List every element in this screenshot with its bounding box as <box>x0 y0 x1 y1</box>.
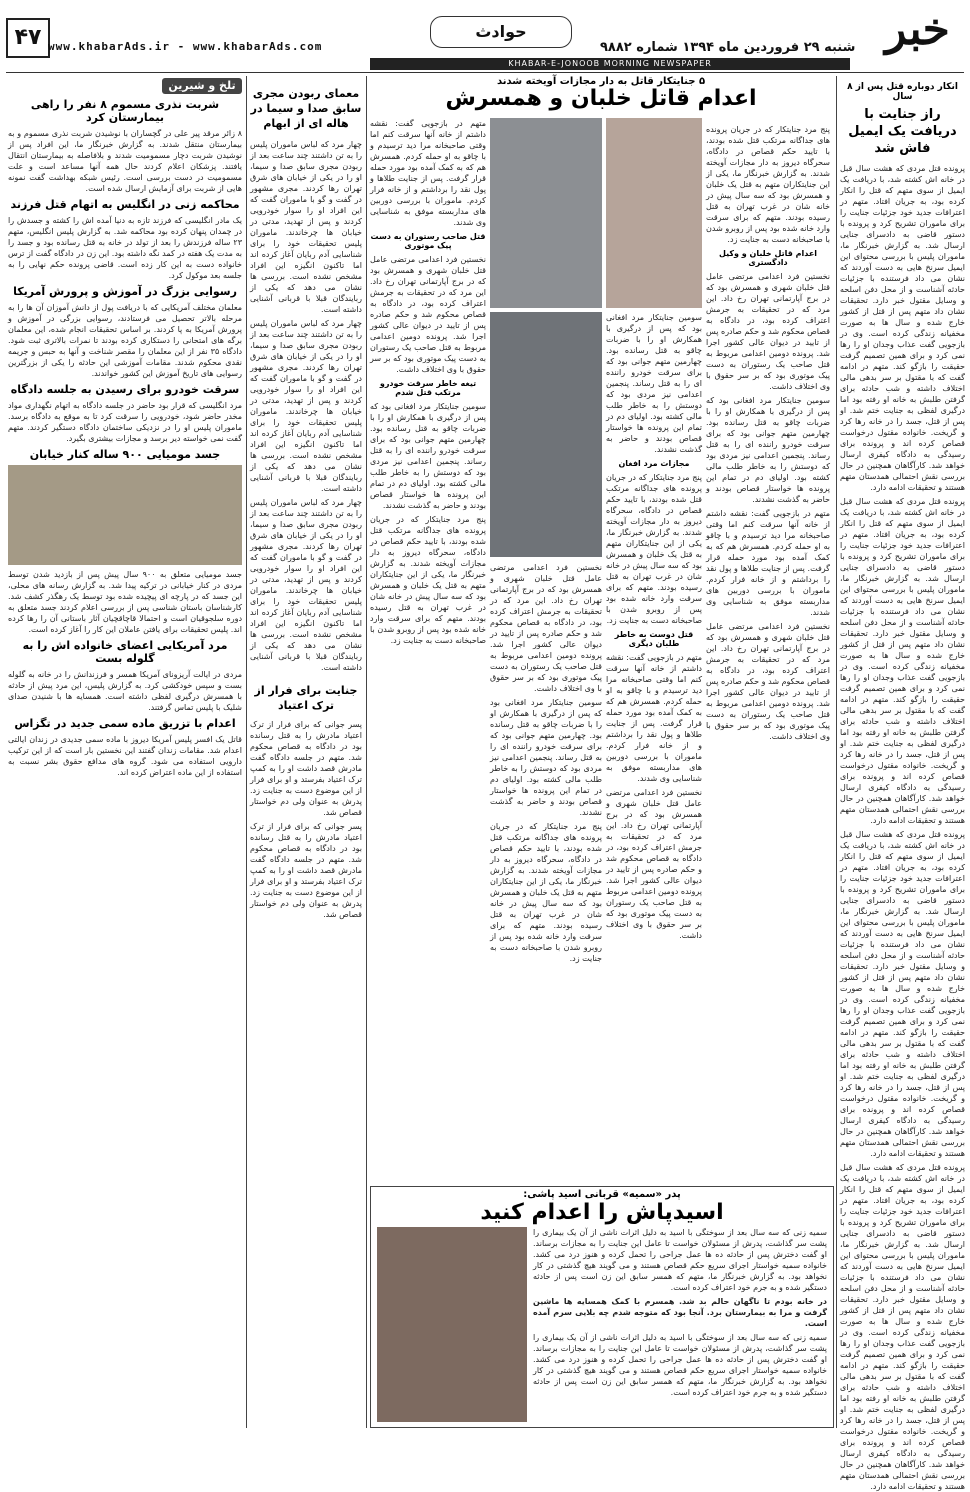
main-body-10: نخستین فرد اعدامی مرتضی عامل قتل خلبان شهری و همسرش بود که در برج آپارتمانی تهران رخ داد. این مرد که در تحقیقات به جرمش اعتراف کرده بود، در دادگاه به قصاص محکوم شد و حکم صادره پس از تایید در دیوان عالی کشور اجرا شد. پرونده دومین اعدامی مربوط به قتل صاحب یک رستوران به دست پیک موتوری بود که بر سر حقوق با وی اختلاف داشت. <box>490 563 602 693</box>
main-body-4: متهم در بازجویی گفت: نقشه داشتم از خانه آنها سرقت کنم اما وقتی صاحبخانه مرا دید ترسیدم و با چاقو به او حمله کردم. همسرش هم که به کمک آمده بود مورد حمله قرار گرفت. پس از جنایت طلاها و پول نقد را برداشتم و از خانه فرار کردم. ماموران با بررسی دوربین های مداربسته موفق به شناسایی وی شدند. <box>706 509 830 617</box>
main-body-14: نخستین فرد اعدامی مرتضی عامل قتل خلبان شهری و همسرش بود که در برج آپارتمانی تهران رخ داد. این مرد که در تحقیقات به جرمش اعتراف کرده بود، در دادگاه به قصاص محکوم شد و حکم صادره پس از تایید در دیوان عالی کشور اجرا شد. پرونده دومین اعدامی مربوط به قتل صاحب یک رستوران به دست پیک موتوری بود که بر سر حقوق با وی اختلاف داشت. <box>370 255 486 374</box>
main-body-2: نخستین فرد اعدامی مرتضی عامل قتل خلبان شهری و همسرش بود که در برج آپارتمانی تهران رخ داد. این مرد که در تحقیقات به جرمش اعتراف کرده بود، در دادگاه به قصاص محکوم شد و حکم صادره پس از تایید در دیوان عالی کشور اجرا شد. پرونده دومین اعدامی مربوط به قتل صاحب یک رستوران به دست پیک موتوری بود که بر سر حقوق با وی اختلاف داشت. <box>706 272 830 391</box>
subhead-afghan: مجازات مرد افغان <box>618 459 690 468</box>
main-body-16: پنج مرد جنایتکار که در جریان پرونده های جداگانه مرتکب قتل شده بودند، با تایید حکم قصاص در دادگاه، سحرگاه دیروز به دار مجازات آویخته شدند. به گزارش خبرنگار ما، یکی از این جنایتکاران متهم به قتل یک خلبان و همسرش بود که سه سال پیش در خانه شان در غرب تهران به قتل رسیده بودند. متهم که برای سرقت وارد خانه شده بود پس از روبرو شدن با صاحبخانه دست به جنایت زد. <box>370 515 486 645</box>
main-body-15: سومین جنایتکار مرد افغانی بود که پس از درگیری با همکارش او را با ضربات چاقو به قتل رسانده بود. چهارمین متهم جوانی بود که برای سرقت خودرو راننده ای را به قتل رساند. پنجمین اعدامی نیز مردی بود که دوستش را به خاطر طلب مالی کشته بود. اولیای دم در تمام این پرونده ها خواستار قصاص بودند و حاضر به گذشت نشدند. <box>370 402 486 510</box>
brief-title: رسوایی بزرگ در آموزش و پرورش آمریکا <box>13 285 237 298</box>
column-four <box>250 78 362 1428</box>
acid-body <box>533 1227 827 1422</box>
article-title: راز جنایت با دریافت یک ایمیل فاش شد <box>848 107 957 156</box>
main-story-col-1 <box>706 124 830 1184</box>
main-body-11: سومین جنایتکار مرد افغانی بود که پس از درگیری با همکارش او را با ضربات چاقو به قتل رسانده بود. چهارمین متهم جوانی بود که برای سرقت خودرو راننده ای را به قتل رساند. پنجمین اعدامی نیز مردی بود که دوستش را به خاطر طلب مالی کشته بود. اولیای دم در تمام این پرونده ها خواستار قصاص بودند و حاضر به گذشت نشدند. <box>490 698 602 817</box>
main-story-col-4 <box>370 118 486 1182</box>
subhead-friend: قتل دوست به خاطر طلبان دیگری <box>614 630 694 648</box>
left-column-briefs <box>8 78 242 1428</box>
acid-headline: اسیدپاش را اعدام کنید <box>480 1200 724 1225</box>
section-title: حوادث <box>430 16 572 48</box>
newspaper-logo: خبر <box>885 4 950 55</box>
brief-body: ۸ زائر مرقد پیر علی در گچساران با نوشیدن شربت نذری مسموم و به بیمارستان منتقل شدند. به گزارش خبرنگار ما، این افراد پس از نوشیدن شربت دچار مسمومیت شدند و بلافاصله به بیمارستان انتقال یافتند. پزشکان اعلام کردند حال همه آنها مساعد است و علت مسمومیت در دست بررسی است. رئیس شبکه بهداشت گفت نمونه هایی از شربت برای آزمایش ارسال شده است. <box>8 129 242 193</box>
abduction-title: معمای ربودن مجری سابق صدا و سیما در هاله ای از ابهام <box>250 87 362 130</box>
page-number: ۴۷ <box>6 18 50 58</box>
brief-body: معلمان مختلف آمریکایی که با دریافت پول از دانش آموزان آن ها را به مرحله بالاتر تحصیل می فرستادند، رسوایی بزرگی در آموزش و پرورش آمریکا به پا کردند. بر اساس تحقیقات انجام شده، این معلمان برگه های امتحانی را دستکاری کرده بودند تا نمرات بالاتری ثبت شود. دادگاه ۳۵ نفر از این معلمان را مقصر شناخت و آنها به حبس و جریمه نقدی محکوم شدند. مقامات آموزشی این حادثه را یکی از بزرگترین رسوایی های تاریخ آموزش این کشور خواندند. <box>8 303 243 378</box>
addiction-body-1: پسر جوانی که برای فرار از ترک اعتیاد مادرش را به قتل رسانده بود در دادگاه به قصاص محکوم شد. متهم در جلسه دادگاه گفت مادرش قصد داشت او را به کمپ ترک اعتیاد بفرستد و او برای فرار از این موضوع دست به جنایت زد. پدرش به عنوان ولی دم خواستار قصاص شد. <box>250 720 362 817</box>
main-body-13: متهم در بازجویی گفت: نقشه داشتم از خانه آنها سرقت کنم اما وقتی صاحبخانه مرا دید ترسیدم و با چاقو به او حمله کردم. همسرش هم که به کمک آمده بود مورد حمله قرار گرفت. پس از جنایت طلاها و پول نقد را برداشتم و از خانه فرار کردم. ماموران با بررسی دوربین های مداربسته موفق به شناسایی وی شدند. <box>370 119 486 227</box>
brief-body: جسد مومیایی متعلق به ۹۰۰ سال پیش پس از بازدید شدن توسط مردی در کنار خیابانی در ترکیه پیدا شد. به گزارش رسانه های محلی، این جسد که در پارچه ای پیچیده شده بود توسط یک رهگذر کشف شد. کارشناسان باستان شناسی پس از بررسی اعلام کردند جسد متعلق به دوره سلجوقیان است و احتمالا قاچاقچیان آثار باستانی آن را رها کرده اند. پلیس تحقیقات برای یافتن عاملان این کار را آغاز کرده است. <box>8 570 242 634</box>
brief-title: محاکمه زنی در انگلیس به اتهام قتل فرزند <box>10 198 240 211</box>
column-divider <box>366 76 367 1428</box>
website-url[interactable]: www.khabarAds.ir - www.khabarAds.com <box>48 40 323 53</box>
main-body-3: سومین جنایتکار مرد افغانی بود که پس از درگیری با همکارش او را با ضربات چاقو به قتل رسانده بود. چهارمین متهم جوانی بود که برای سرقت خودرو راننده ای را به قتل رساند. پنجمین اعدامی نیز مردی بود که دوستش را به خاطر طلب مالی کشته بود. اولیای دم در تمام این پرونده ها خواستار قصاص بودند و حاضر به گذشت نشدند. <box>706 396 830 504</box>
article-kicker: انکار دوباره قتل پس از ۸ سال <box>847 82 958 102</box>
main-body-12: پنج مرد جنایتکار که در جریان پرونده های جداگانه مرتکب قتل شده بودند، با تایید حکم قصاص در دادگاه، سحرگاه دیروز به دار مجازات آویخته شدند. به گزارش خبرنگار ما، یکی از این جنایتکاران متهم به قتل یک خلبان و همسرش بود که سه سال پیش در خانه شان در غرب تهران به قتل رسیده بودند. متهم که برای سرقت وارد خانه شده بود پس از روبرو شدن با صاحبخانه دست به جنایت زد. <box>490 822 602 963</box>
acid-text-1: سمیه زنی که سه سال بعد از سوختگی با اسید به دلیل اثرات ناشی از آن یک بیماری را پشت سر گذاشت، پدرش از مسئولان خواست تا عامل این جنایت را به مجازات برساند. او گفت دخترش پس از حادثه ده ها عمل جراحی را تحمل کرده و هنوز درد می کشد. خانواده سمیه خواستار اجرای سریع حکم قصاص هستند و می گویند هیچ گذشتی در کار نخواهد بود. به گزارش خبرنگار ما، متهم که همسر سابق این زن است پس از حادثه دستگیر شده و به جرم خود اعتراف کرده است. <box>533 1228 827 1292</box>
right-column-article <box>840 78 965 1491</box>
article-body-continued-2: پرونده قتل مردی که هشت سال قبل در خانه اش کشته شد، با دریافت یک ایمیل از سوی متهم که قتل را انکار کرده بود، به جریان افتاد. متهم در اعترافات جدید خود جزئیات جنایت را برای ماموران تشریح کرد و پرونده با دستور قاضی به دادسرای جنایی ارسال شد. به گزارش خبرنگار ما، ماموران پلیس با بررسی محتوای این ایمیل سرنخ هایی به دست آوردند که نشان می داد فرستنده با جزئیات حادثه آشناست و از محل دفن اسلحه و وسایل مقتول خبر دارد. تحقیقات نشان داد متهم پس از قتل از کشور خارج شده و سال ها به صورت مخفیانه زندگی کرده است. وی در بازجویی گفت عذاب وجدان او را رها نمی کرد و برای همین تصمیم گرفت حقیقت را بازگو کند. متهم در ادامه گفت که با مقتول بر سر بدهی مالی اختلاف داشته و شب حادثه برای گرفتن طلبش به خانه او رفته بود اما درگیری لفظی به جنایت ختم شد. او پس از قتل، جسد را در خانه رها کرد و گریخت. خانواده مقتول درخواست قصاص کرده اند و پرونده برای رسیدگی به دادگاه کیفری ارسال خواهد شد. کارآگاهان همچنین در حال بررسی نقش احتمالی همدستان متهم هستند و تحقیقات ادامه دارد. <box>840 830 965 1158</box>
brief-title: مرد آمریکایی اعضای خانواده اش را به گلوله بست <box>22 639 228 665</box>
header-divider <box>6 72 964 73</box>
acid-kicker: پدر «سمیه» قربانی اسید پاشی: <box>523 1189 681 1200</box>
main-headline: اعدام قاتل خلبان و همسرش <box>445 86 757 111</box>
abduction-body-2: چهار مرد که لباس ماموران پلیس را به تن داشتند چند ساعت بعد از ربودن مجری سابق صدا و سیما، او را در یکی از خیابان های شرق تهران رها کردند. مجری مشهور در گفت و گو با ماموران گفت که این افراد او را سوار خودرویی کردند و پس از تهدید، مدتی در خیابان ها چرخاندند. ماموران پلیس تحقیقات خود را برای شناسایی آدم ربایان آغاز کرده اند اما تاکنون انگیزه این افراد مشخص نشده است. بررسی ها نشان می دهد که یکی از ربایندگان قبلا با قربانی آشنایی داشته است. <box>250 319 362 493</box>
acid-victim-photo <box>377 1227 527 1422</box>
main-body-5: نخستین فرد اعدامی مرتضی عامل قتل خلبان شهری و همسرش بود که در برج آپارتمانی تهران رخ داد. این مرد که در تحقیقات به جرمش اعتراف کرده بود، در دادگاه به قصاص محکوم شد و حکم صادره پس از تایید در دیوان عالی کشور اجرا شد. پرونده دومین اعدامی مربوط به قتل صاحب یک رستوران به دست پیک موتوری بود که بر سر حقوق با وی اختلاف داشت. <box>706 622 830 741</box>
main-headline-block <box>370 76 832 110</box>
abduction-body-1: چهار مرد که لباس ماموران پلیس را به تن داشتند چند ساعت بعد از ربودن مجری سابق صدا و سیما، او را در یکی از خیابان های شرق تهران رها کردند. مجری مشهور در گفت و گو با ماموران گفت که این افراد او را سوار خودرویی کردند و پس از تهدید، مدتی در خیابان ها چرخاندند. ماموران پلیس تحقیقات خود را برای شناسایی آدم ربایان آغاز کرده اند اما تاکنون انگیزه این افراد مشخص نشده است. بررسی ها نشان می دهد که یکی از ربایندگان قبلا با قربانی آشنایی داشته است. <box>250 140 362 314</box>
subhead-restaurant: قتل صاحب رستوران به دست پیک موتوری <box>370 232 486 250</box>
briefs-banner: تلخ و شیرین <box>162 78 242 94</box>
brief-body: مرد انگلیسی که قرار بود حاضر در جلسه دادگاه به اتهام نگهداری مواد مخدر حاضر شود، خودرویی را سرقت کرد تا به موقع به دادگاه برسد. ماموران پلیس او را در نزدیکی ساختمان دادگاه دستگیر کردند. متهم گفت نمی خواسته دیر برسد و مجازات بیشتری بگیرد. <box>8 401 242 443</box>
article-body-continued: پرونده قتل مردی که هشت سال قبل در خانه اش کشته شد، با دریافت یک ایمیل از سوی متهم که قتل را انکار کرده بود، به جریان افتاد. متهم در اعترافات جدید خود جزئیات جنایت را برای ماموران تشریح کرد و پرونده با دستور قاضی به دادسرای جنایی ارسال شد. به گزارش خبرنگار ما، ماموران پلیس با بررسی محتوای این ایمیل سرنخ هایی به دست آوردند که نشان می داد فرستنده با جزئیات حادثه آشناست و از محل دفن اسلحه و وسایل مقتول خبر دارد. تحقیقات نشان داد متهم پس از قتل از کشور خارج شده و سال ها به صورت مخفیانه زندگی کرده است. وی در بازجویی گفت عذاب وجدان او را رها نمی کرد و برای همین تصمیم گرفت حقیقت را بازگو کند. متهم در ادامه گفت که با مقتول بر سر بدهی مالی اختلاف داشته و شب حادثه برای گرفتن طلبش به خانه او رفته بود اما درگیری لفظی به جنایت ختم شد. او پس از قتل، جسد را در خانه رها کرد و گریخت. خانواده مقتول درخواست قصاص کرده اند و پرونده برای رسیدگی به دادگاه کیفری ارسال خواهد شد. کارآگاهان همچنین در حال بررسی نقش احتمالی همدستان متهم هستند و تحقیقات ادامه دارد. <box>840 497 965 825</box>
masthead <box>0 0 970 70</box>
main-body-7: پنج مرد جنایتکار که در جریان پرونده های جداگانه مرتکب قتل شده بودند، با تایید حکم قصاص در دادگاه، سحرگاه دیروز به دار مجازات آویخته شدند. به گزارش خبرنگار ما، یکی از این جنایتکاران متهم به قتل یک خلبان و همسرش بود که سه سال پیش در خانه شان در غرب تهران به قتل رسیده بودند. متهم که برای سرقت وارد خانه شده بود پس از روبرو شدن با صاحبخانه دست به جنایت زد. <box>606 473 702 625</box>
subhead-car-theft: تیغه خاطر سرقت خودرو مرتکب قتل شدم <box>379 379 477 397</box>
column-divider <box>836 76 837 1428</box>
woman-photo <box>606 118 702 308</box>
brief-title: اعدام با تزریق ماده سمی جدید در تگزاس <box>14 717 236 730</box>
main-kicker: ۵ جنایتکار قاتل به دار مجازات آویخته شدند <box>496 76 706 87</box>
pilot-photo <box>490 118 602 308</box>
main-body-9: نخستین فرد اعدامی مرتضی عامل قتل خلبان شهری و همسرش بود که در برج آپارتمانی تهران رخ داد. این مرد که در تحقیقات به جرمش اعتراف کرده بود، در دادگاه به قصاص محکوم شد و حکم صادره پس از تایید در دیوان عالی کشور اجرا شد. پرونده دومین اعدامی مربوط به قتل صاحب یک رستوران به دست پیک موتوری بود که بر سر حقوق با وی اختلاف داشت. <box>606 788 702 940</box>
acid-text-2: سمیه زنی که سه سال بعد از سوختگی با اسید به دلیل اثرات ناشی از آن یک بیماری را پشت سر گذاشت، پدرش از مسئولان خواست تا عامل این جنایت را به مجازات برساند. او گفت دخترش پس از حادثه ده ها عمل جراحی را تحمل کرده و هنوز درد می کشد. خانواده سمیه خواستار اجرای سریع حکم قصاص هستند و می گویند هیچ گذشتی در کار نخواهد بود. به گزارش خبرنگار ما، متهم که همسر سابق این زن است پس از حادثه دستگیر شده و به جرم خود اعتراف کرده است. <box>533 1333 827 1397</box>
addiction-body-2: پسر جوانی که برای فرار از ترک اعتیاد مادرش را به قتل رسانده بود در دادگاه به قصاص محکوم شد. متهم در جلسه دادگاه گفت مادرش قصد داشت او را به کمپ ترک اعتیاد بفرستد و او برای فرار از این موضوع دست به جنایت زد. پدرش به عنوان ولی دم خواستار قصاص شد. <box>250 822 362 919</box>
article-body-continued-3: پرونده قتل مردی که هشت سال قبل در خانه اش کشته شد، با دریافت یک ایمیل از سوی متهم که قتل را انکار کرده بود، به جریان افتاد. متهم در اعترافات جدید خود جزئیات جنایت را برای ماموران تشریح کرد و پرونده با دستور قاضی به دادسرای جنایی ارسال شد. به گزارش خبرنگار ما، ماموران پلیس با بررسی محتوای این ایمیل سرنخ هایی به دست آوردند که نشان می داد فرستنده با جزئیات حادثه آشناست و از محل دفن اسلحه و وسایل مقتول خبر دارد. تحقیقات نشان داد متهم پس از قتل از کشور خارج شده و سال ها به صورت مخفیانه زندگی کرده است. وی در بازجویی گفت عذاب وجدان او را رها نمی کرد و برای همین تصمیم گرفت حقیقت را بازگو کند. متهم در ادامه گفت که با مقتول بر سر بدهی مالی اختلاف داشته و شب حادثه برای گرفتن طلبش به خانه او رفته بود اما درگیری لفظی به جنایت ختم شد. او پس از قتل، جسد را در خانه رها کرد و گریخت. خانواده مقتول درخواست قصاص کرده اند و پرونده برای رسیدگی به دادگاه کیفری ارسال خواهد شد. کارآگاهان همچنین در حال بررسی نقش احتمالی همدستان متهم هستند و تحقیقات ادامه دارد. <box>840 1163 965 1491</box>
brief-body: قاتل یک افسر پلیس آمریکا دیروز با ماده سمی جدیدی در زندان ایالتی اعدام شد. مقامات زندان گفتند این نخستین بار است که از این ترکیب دارویی استفاده می شود. گروه های مدافع حقوق بشر نسبت به استفاده از این ماده اعتراض کرده اند. <box>8 735 242 777</box>
article-body: پرونده قتل مردی که هشت سال قبل در خانه اش کشته شد، با دریافت یک ایمیل از سوی متهم که قتل را انکار کرده بود، به جریان افتاد. متهم در اعترافات جدید خود جزئیات جنایت را برای ماموران تشریح کرد و پرونده با دستور قاضی به دادسرای جنایی ارسال شد. به گزارش خبرنگار ما، ماموران پلیس با بررسی محتوای این ایمیل سرنخ هایی به دست آوردند که نشان می داد فرستنده با جزئیات حادثه آشناست و از محل دفن اسلحه و وسایل مقتول خبر دارد. تحقیقات نشان داد متهم پس از قتل از کشور خارج شده و سال ها به صورت مخفیانه زندگی کرده است. وی در بازجویی گفت عذاب وجدان او را رها نمی کرد و برای همین تصمیم گرفت حقیقت را بازگو کند. متهم در ادامه گفت که با مقتول بر سر بدهی مالی اختلاف داشته و شب حادثه برای گرفتن طلبش به خانه او رفته بود اما درگیری لفظی به جنایت ختم شد. او پس از قتل، جسد را در خانه رها کرد و گریخت. خانواده مقتول درخواست قصاص کرده اند و پرونده برای رسیدگی به دادگاه کیفری ارسال خواهد شد. کارآگاهان همچنین در حال بررسی نقش احتمالی همدستان متهم هستند و تحقیقات ادامه دارد. <box>840 164 965 492</box>
brief-body: مردی در ایالت آریزونای آمریکا همسر و فرزندانش را در خانه به گلوله بست و سپس خودکشی کرد. به گزارش پلیس، این مرد پیش از حادثه با همسرش درگیری لفظی داشته است. همسایه ها با شنیدن صدای شلیک با پلیس تماس گرفتند. <box>8 670 242 712</box>
abduction-body-3: چهار مرد که لباس ماموران پلیس را به تن داشتند چند ساعت بعد از ربودن مجری سابق صدا و سیما، او را در یکی از خیابان های شرق تهران رها کردند. مجری مشهور در گفت و گو با ماموران گفت که این افراد او را سوار خودرویی کردند و پس از تهدید، مدتی در خیابان ها چرخاندند. ماموران پلیس تحقیقات خود را برای شناسایی آدم ربایان آغاز کرده اند اما تاکنون انگیزه این افراد مشخص نشده است. بررسی ها نشان می دهد که یکی از ربایندگان قبلا با قربانی آشنایی داشته است. <box>250 498 362 672</box>
main-body-1: پنج مرد جنایتکار که در جریان پرونده های جداگانه مرتکب قتل شده بودند، با تایید حکم قصاص در دادگاه، سحرگاه دیروز به دار مجازات آویخته شدند. به گزارش خبرنگار ما، یکی از این جنایتکاران متهم به قتل یک خلبان و همسرش بود که سه سال پیش در خانه شان در غرب تهران به قتل رسیده بودند. متهم که برای سرقت وارد خانه شده بود پس از روبرو شدن با صاحبخانه دست به جنایت زد. <box>706 125 830 244</box>
mummy-photo <box>8 465 242 565</box>
addiction-title: جنایت برای فرار از ترک اعتیاد <box>254 684 358 712</box>
main-body-6: سومین جنایتکار مرد افغانی بود که پس از درگیری با همکارش او را با ضربات چاقو به قتل رسانده بود. چهارمین متهم جوانی بود که برای سرقت خودرو راننده ای را به قتل رساند. پنجمین اعدامی نیز مردی بود که دوستش را به خاطر طلب مالی کشته بود. اولیای دم در تمام این پرونده ها خواستار قصاص بودند و حاضر به گذشت نشدند. <box>606 313 702 454</box>
english-banner: KHABAR-E-JONOOB MORNING NEWSPAPER <box>370 58 850 70</box>
main-story-col-3 <box>490 562 602 1182</box>
brief-title: جسد مومیایی ۹۰۰ ساله کنار خیابان <box>29 448 221 461</box>
main-story-col-2 <box>606 312 702 1182</box>
column-divider <box>246 76 247 1428</box>
photo-caption: اعدام قاتل خلبان و وکیل دادگستری <box>718 249 818 267</box>
brief-title: سرقت خودرو برای رسیدن به جلسه دادگاه <box>10 383 240 396</box>
brief-body: یک مادر انگلیسی که فرزند تازه به دنیا آمده اش را کشته و جسدش را در چمدان پنهان کرده بود محاکمه شد. به گزارش پلیس انگلیس، متهم ۲۳ ساله فرزندش را بعد از تولد در خانه به قتل رسانده بود و جسد را به مدت یک هفته در کمد نگه داشته بود. این زن در دادگاه گفت از ترس خانواده دست به این کار زده است. قاضی پرونده حکم نهایی را به جلسه بعد موکول کرد. <box>8 216 242 280</box>
brief-title: شربت نذری مسموم ۸ نفر را راهی بیمارستان کرد <box>30 98 220 124</box>
issue-date: شنبه ۲۹ فروردین ماه ۱۳۹۴ شماره ۹۸۸۲ <box>600 40 856 55</box>
main-body-8: متهم در بازجویی گفت: نقشه داشتم از خانه آنها سرقت کنم اما وقتی صاحبخانه مرا دید ترسیدم و با چاقو به او حمله کردم. همسرش هم که به کمک آمده بود مورد حمله قرار گرفت. پس از جنایت طلاها و پول نقد را برداشتم و از خانه فرار کردم. ماموران با بررسی دوربین های مداربسته موفق به شناسایی وی شدند. <box>606 653 702 783</box>
acid-attack-story-box <box>370 1186 834 1428</box>
suspect-photo <box>490 312 602 557</box>
acid-quote: در خانه بودم تا ناگهان حالم بد شد. همسرم با کمک همسایه ها ماشین گرفت و مرا به بیمارستان برد. آنجا بود که متوجه شدم چه بلایی سرم آمده است. <box>533 1297 827 1328</box>
